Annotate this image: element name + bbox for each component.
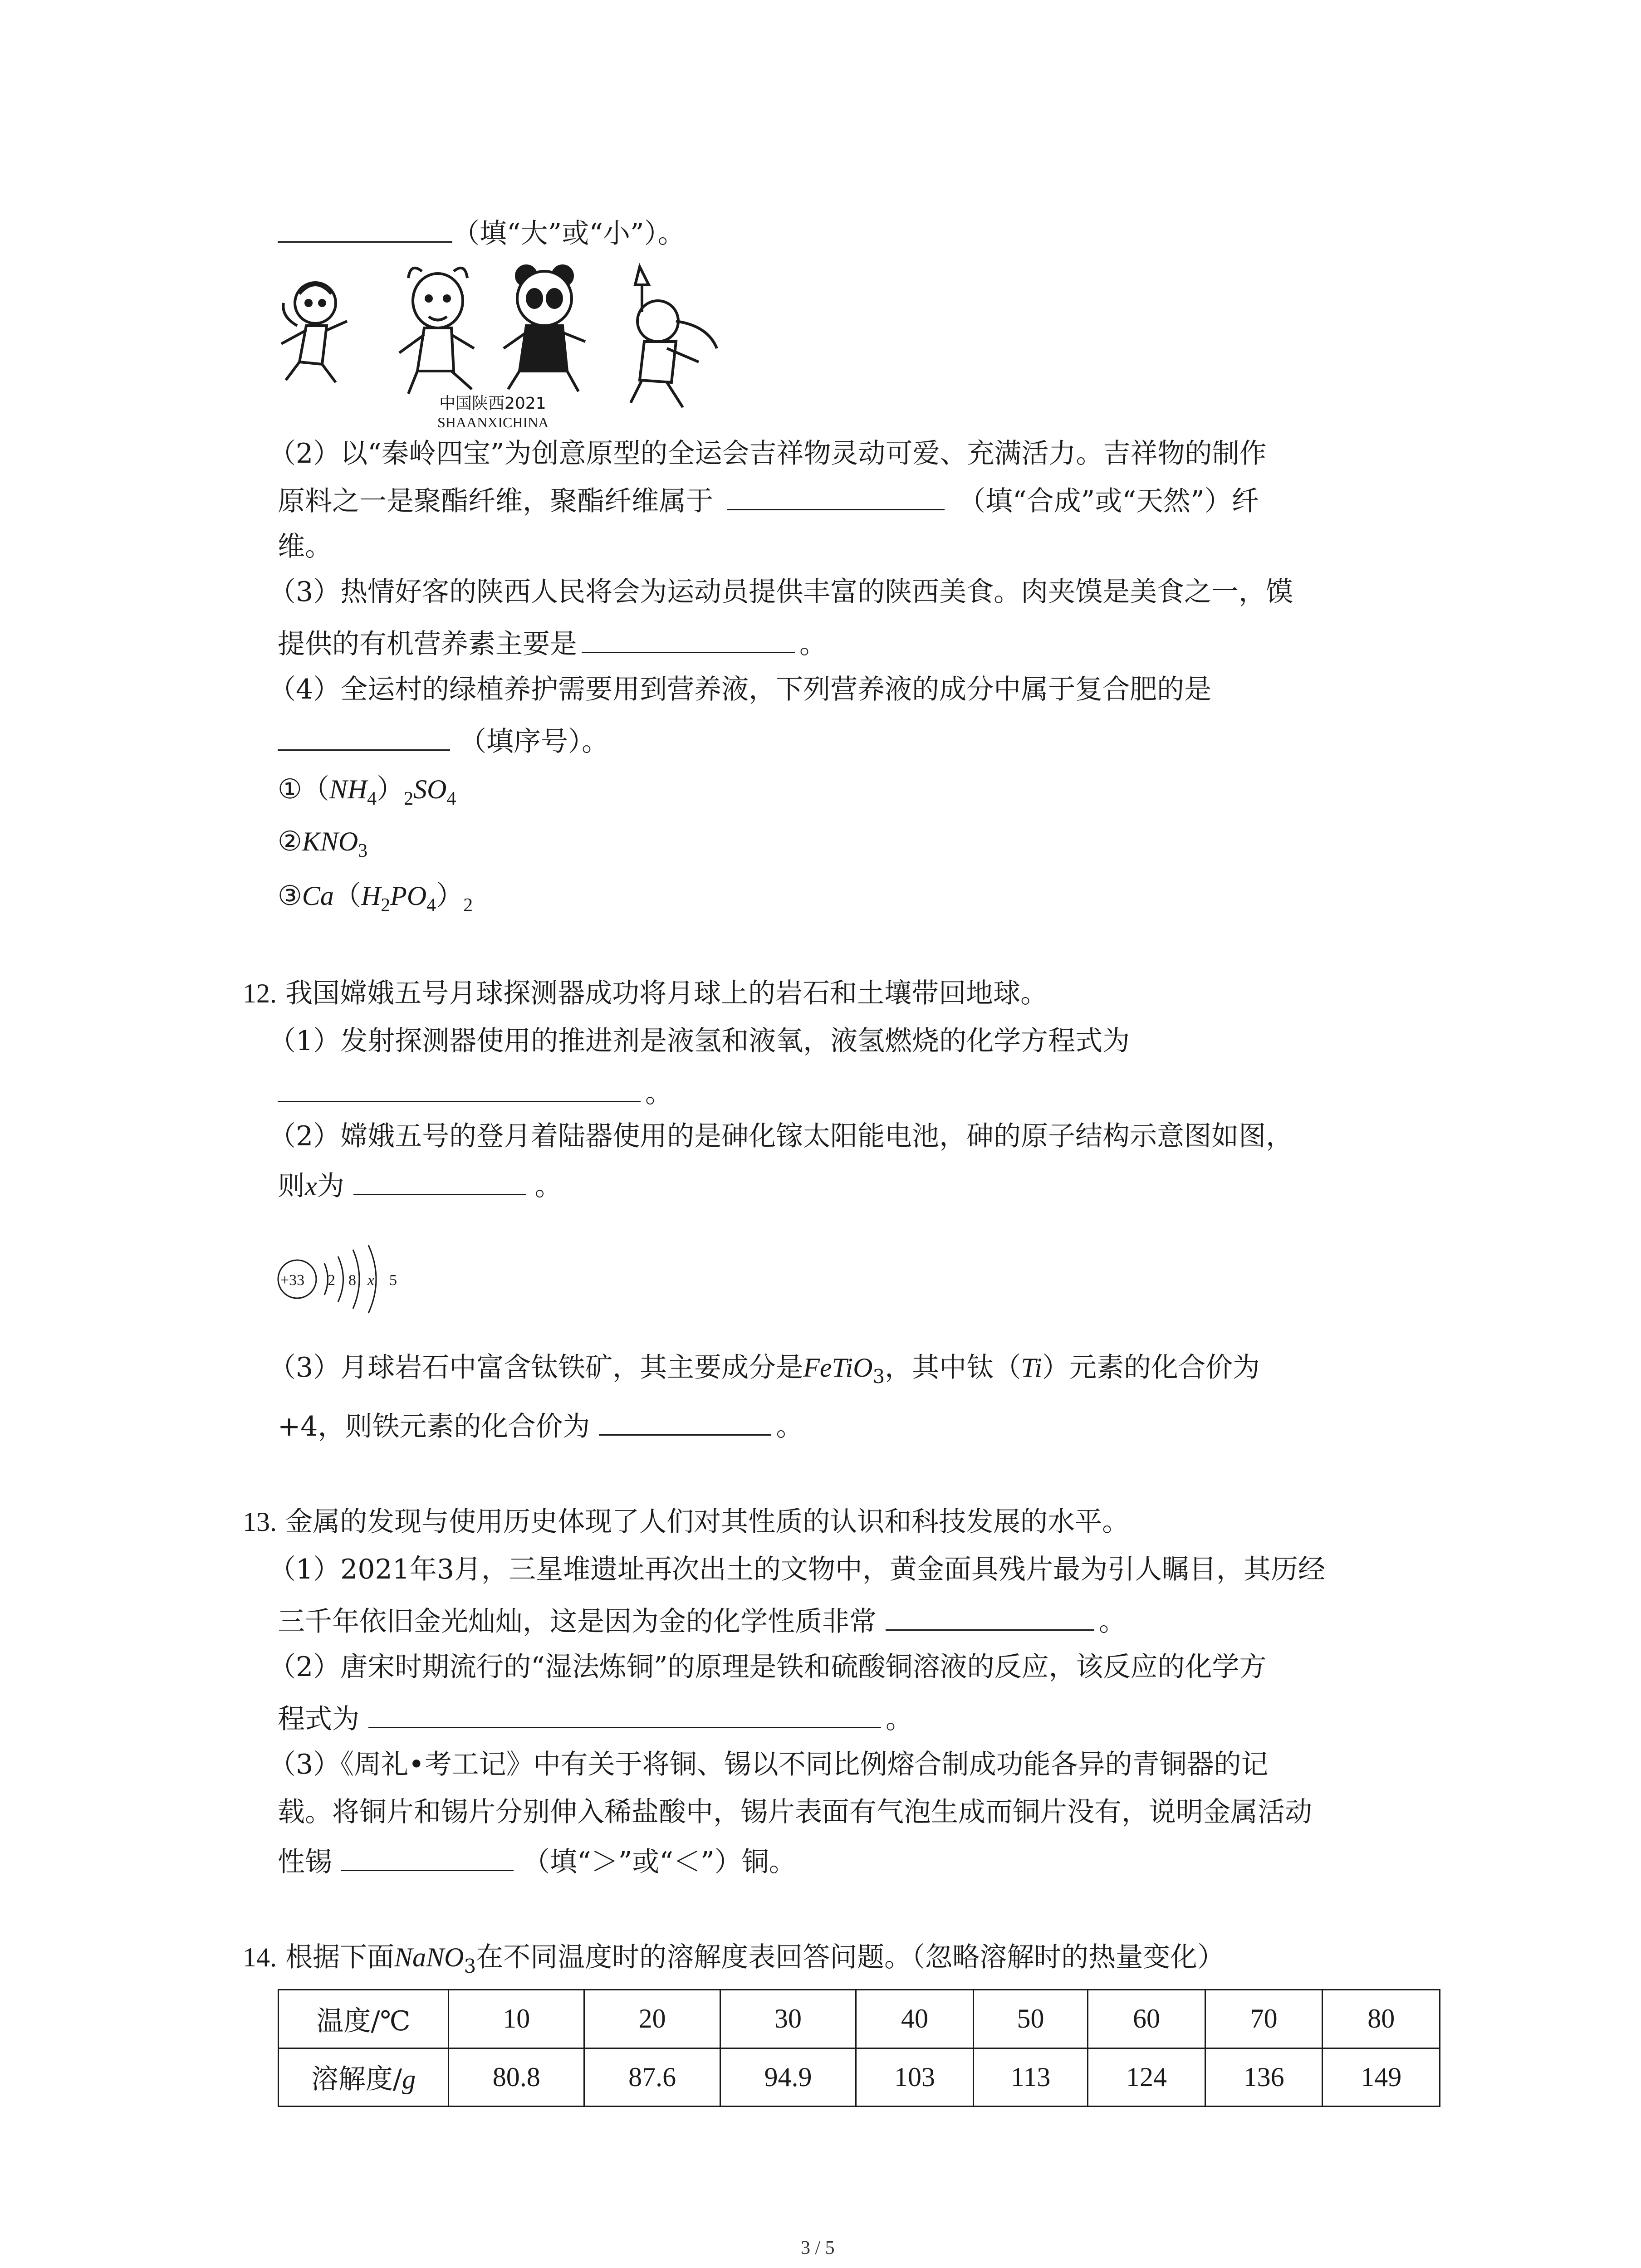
table-cell: 136	[1205, 2048, 1323, 2107]
answer-blank[interactable]	[278, 749, 450, 751]
table-header-solubility: 溶解度/g	[279, 2048, 449, 2107]
table-cell: 50	[973, 1990, 1088, 2048]
q12-stem: 12. 我国嫦娥五号月球探测器成功将月球上的岩石和土壤带回地球。	[243, 978, 1048, 1009]
table-cell: 87.6	[584, 2048, 720, 2107]
answer-blank[interactable]	[278, 1100, 641, 1102]
option-2: $②KNO_3$	[278, 826, 368, 861]
table-cell: 80	[1323, 1990, 1440, 2048]
prev-part3-line1: （3）热情好客的陕西人民将会为运动员提供丰富的陕西美食。肉夹馍是美食之一，馍	[269, 576, 1293, 608]
q13-part2-line2: 程式为 。	[278, 1703, 913, 1735]
panda-mascot-icon	[504, 266, 585, 391]
q13-stem: 13. 金属的发现与使用历史体现了人们对其性质的认识和科技发展的水平。	[243, 1506, 1130, 1538]
prev-part2-line3: 维。	[278, 531, 332, 562]
table-cell: 60	[1088, 1990, 1205, 2048]
q13-part2-line1: （2）唐宋时期流行的“湿法炼铜”的原理是铁和硫酸铜溶液的反应，该反应的化学方	[269, 1651, 1267, 1683]
question-number: 12.	[243, 978, 277, 1008]
answer-blank[interactable]	[727, 508, 945, 510]
table-cell: 149	[1323, 2048, 1440, 2107]
answer-blank[interactable]	[582, 651, 795, 653]
q12-part3-line1: （3）月球岩石中富含钛铁矿，其主要成分是FeTiO$_3$，其中钛（Ti）元素的化合价为	[269, 1352, 1260, 1388]
table-cell: 30	[720, 1990, 856, 2048]
prev-part3-line2: 提供的有机营养素主要是 。	[278, 628, 827, 660]
prev-line1: （填“大”或“小”）。	[278, 220, 685, 247]
q14-stem: 14. 根据下面NaNO$_3$在不同温度时的溶解度表回答问题。（忽略溶解时的热量变化）	[243, 1941, 1225, 1977]
solubility-table	[278, 1989, 1440, 2107]
table-cell: 94.9	[720, 2048, 856, 2107]
q12-part2-line1: （2）嫦娥五号的登月着陆器使用的是砷化镓太阳能电池，砷的原子结构示意图如图，	[269, 1120, 1293, 1152]
table-cell: 20	[584, 1990, 720, 2048]
atom-shell-1: 2	[328, 1272, 335, 1289]
fetio3-formula: FeTiO$_3$	[803, 1353, 885, 1388]
q12-part1-line2: 。	[278, 1080, 672, 1107]
answer-blank[interactable]	[353, 1193, 526, 1195]
q12-part1-line1: （1）发射探测器使用的推进剂是液氢和液氧，液氢燃烧的化学方程式为	[269, 1025, 1130, 1057]
figure-caption-cn: 中国陕西2021	[439, 394, 546, 413]
prev-part2-line2: 原料之一是聚酯纤维，聚酯纤维属于 （填“合成”或“天然”）纤	[278, 485, 1259, 517]
option-1: $①(NH_4)_2SO_4$	[278, 774, 456, 809]
q13-part1-line1: （1）2021年3月，三星堆遗址再次出土的文物中，黄金面具残片最为引人瞩目，其历经	[269, 1554, 1326, 1585]
answer-blank[interactable]	[886, 1629, 1094, 1631]
table-cell: 10	[449, 1990, 584, 2048]
prev-part2-line1: （2）以“秦岭四宝”为创意原型的全运会吉祥物灵动可爱、充满活力。吉祥物的制作	[269, 438, 1267, 469]
q13-part3-line3: 性锡 （填“＞”或“＜”）铜。	[278, 1846, 796, 1878]
prev-part4-line1: （4）全运村的绿植养护需要用到营养液，下列营养液的成分中属于复合肥的是	[269, 674, 1212, 705]
table-cell: 113	[973, 2048, 1088, 2107]
answer-blank[interactable]	[341, 1869, 514, 1871]
q12-part2-line2: 则x为 。	[278, 1170, 562, 1202]
table-cell: 103	[856, 2048, 974, 2107]
question-number: 14.	[243, 1942, 277, 1972]
q12-part3-line2: +4，则铁元素的化合价为 。	[278, 1411, 803, 1442]
atom-nucleus-label: +33	[280, 1272, 305, 1289]
atom-shell-3: x	[367, 1272, 375, 1289]
table-header-temperature: 温度/℃	[279, 1990, 449, 2048]
figure-caption-en: SHAANXICHINA	[437, 414, 549, 430]
monkey-mascot-icon	[281, 283, 347, 382]
table-cell: 124	[1088, 2048, 1205, 2107]
table-row	[279, 1990, 1440, 2048]
option-3: $③Ca(H_2PO_4)_2$	[278, 881, 473, 916]
answer-blank[interactable]	[278, 241, 452, 243]
q13-part3-line1: （3）《周礼•考工记》中有关于将铜、锡以不同比例熔合制成功能各异的青铜器的记	[269, 1749, 1269, 1780]
table-cell: 40	[856, 1990, 974, 2048]
question-number: 13.	[243, 1507, 277, 1537]
table-row	[279, 2048, 1440, 2107]
q13-part1-line2: 三千年依旧金光灿灿，这是因为金的化学性质非常 。	[278, 1606, 1126, 1637]
atom-shell-4: 5	[389, 1272, 397, 1289]
nano3-formula: NaNO$_3$	[394, 1942, 476, 1977]
table-cell: 70	[1205, 1990, 1323, 2048]
page-number: 3 / 5	[801, 2238, 835, 2258]
answer-blank[interactable]	[368, 1726, 881, 1728]
q13-part3-line2: 载。将铜片和锡片分别伸入稀盐酸中，锡片表面有气泡生成而铜片没有，说明金属活动	[278, 1796, 1312, 1828]
table-cell: 80.8	[449, 2048, 584, 2107]
prev-part4-line2: （填序号）。	[278, 728, 609, 755]
atom-shell-2: 8	[348, 1272, 356, 1289]
takin-mascot-icon	[399, 268, 474, 394]
answer-blank[interactable]	[599, 1434, 771, 1436]
ibis-mascot-icon	[631, 267, 717, 407]
